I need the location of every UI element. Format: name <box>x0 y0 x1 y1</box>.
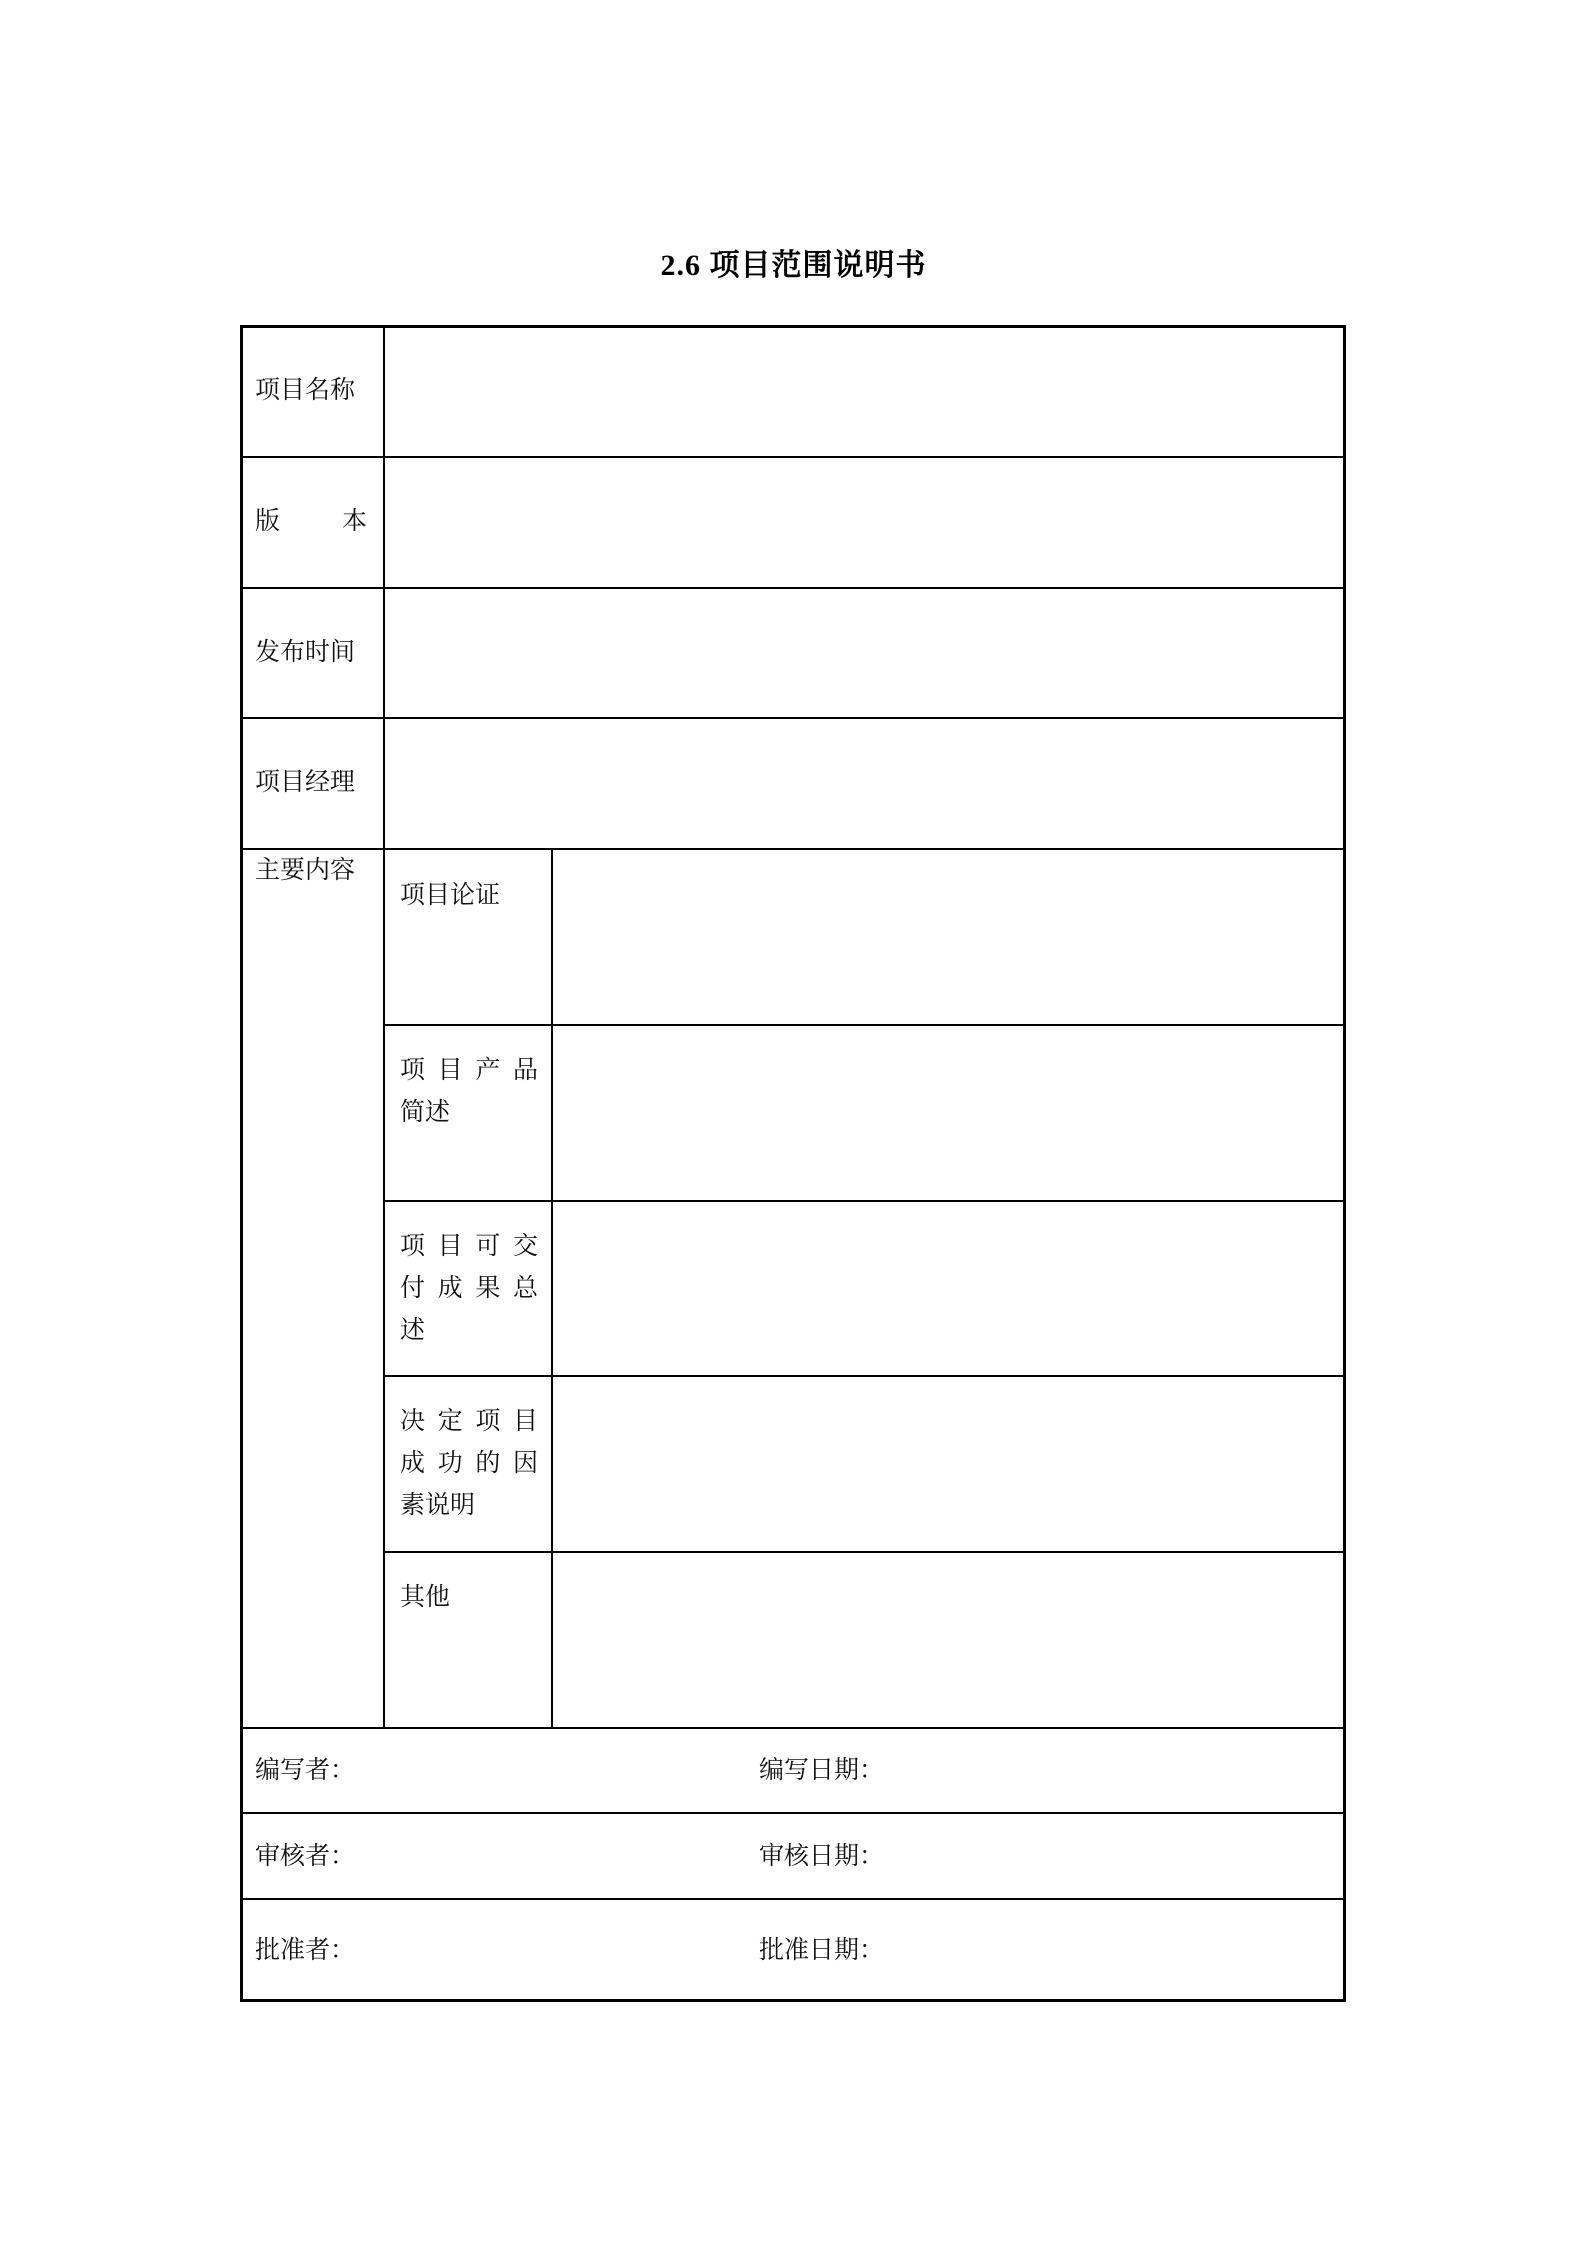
label-line: 述 <box>400 1317 426 1344</box>
row-divider <box>240 587 1346 589</box>
label-review-date: 审核日期： <box>759 1843 885 1870</box>
row-divider <box>240 848 1346 850</box>
row-divider <box>384 1375 1346 1377</box>
success-factors-field[interactable] <box>554 1378 1343 1551</box>
label-line: 项目论证 <box>400 882 501 909</box>
label-release-date: 发布时间 <box>255 639 356 666</box>
label-line: 项目可交 <box>400 1233 538 1260</box>
label-success-factors <box>400 1401 538 1527</box>
label-reviewer: 审核者： <box>255 1843 356 1870</box>
column-divider <box>383 325 385 1728</box>
project-manager-field[interactable] <box>386 720 1343 848</box>
row-divider <box>384 1551 1346 1553</box>
row-divider <box>240 1812 1346 1814</box>
label-author-date: 编写日期： <box>759 1757 885 1784</box>
label-version <box>255 501 367 543</box>
label-line: 成功的因 <box>400 1450 538 1477</box>
label-other <box>400 1577 538 1619</box>
label-approval-date: 批准日期： <box>759 1937 885 1964</box>
project-justification-field[interactable] <box>554 851 1343 1024</box>
label-main-content: 主要内容 <box>255 857 356 884</box>
product-description-field[interactable] <box>554 1027 1343 1200</box>
label-approver: 批准者： <box>255 1937 356 1964</box>
row-divider <box>384 1200 1346 1202</box>
row-divider <box>384 1024 1346 1026</box>
label-line: 项目产品 <box>400 1057 538 1084</box>
deliverables-summary-field[interactable] <box>554 1203 1343 1375</box>
label-line: 素说明 <box>400 1492 476 1519</box>
label-line: 决定项目 <box>400 1408 538 1435</box>
label-line: 简述 <box>400 1099 451 1126</box>
project-name-field[interactable] <box>386 328 1343 456</box>
label-project-manager: 项目经理 <box>255 769 356 796</box>
label-author: 编写者： <box>255 1757 356 1784</box>
label-project-name: 项目名称 <box>255 377 356 404</box>
label-product-description <box>400 1050 538 1134</box>
other-field[interactable] <box>554 1554 1343 1727</box>
label-line: 付成果总 <box>400 1275 538 1302</box>
label-deliverables-summary <box>400 1226 538 1352</box>
label-line: 其他 <box>400 1584 451 1611</box>
row-divider <box>240 717 1346 719</box>
release-date-field[interactable] <box>386 590 1343 717</box>
label-version-left: 版 <box>255 508 281 535</box>
version-field[interactable] <box>386 459 1343 587</box>
column-divider <box>551 849 553 1728</box>
row-divider <box>240 1898 1346 1900</box>
row-divider <box>240 1727 1346 1729</box>
label-project-justification <box>400 875 538 917</box>
label-version-right: 本 <box>341 508 367 535</box>
row-divider <box>240 456 1346 458</box>
page-title: 2.6 项目范围说明书 <box>660 249 927 282</box>
